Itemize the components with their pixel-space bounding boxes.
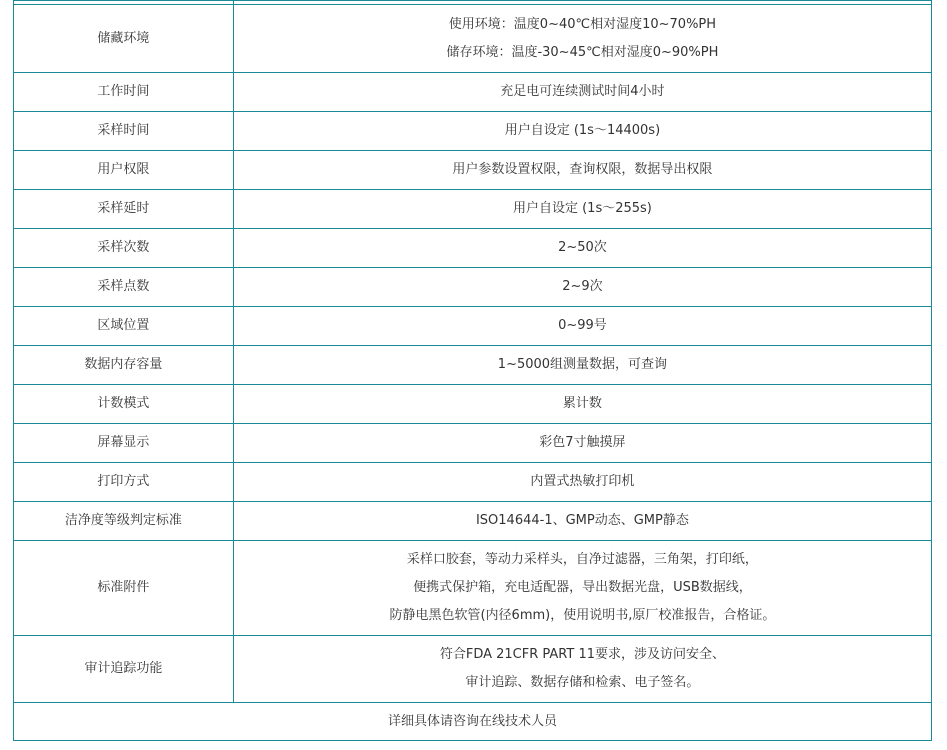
row-value xyxy=(233,385,931,424)
row-label: 用户权限 xyxy=(14,151,234,190)
footer-note: 详细具体请咨询在线技术人员 xyxy=(14,703,932,741)
row-label: 采样时间 xyxy=(14,112,234,151)
row-label: 打印方式 xyxy=(14,463,234,502)
table-row xyxy=(14,73,932,112)
table-row xyxy=(14,385,932,424)
row-label: 数据内存容量 xyxy=(14,346,234,385)
table-row xyxy=(14,112,932,151)
value-line: 内置式热敏打印机 xyxy=(530,474,635,489)
table-row xyxy=(14,502,932,541)
row-value xyxy=(233,5,931,73)
row-value xyxy=(233,151,931,190)
table-row xyxy=(14,636,932,703)
row-value xyxy=(233,190,931,229)
value-line: 1~5000组测量数据，可查询 xyxy=(497,357,668,372)
row-label: 工作时间 xyxy=(14,73,234,112)
row-label: 标准附件 xyxy=(14,541,234,636)
row-value xyxy=(233,112,931,151)
value-line: 符合FDA 21CFR PART 11要求，涉及访问安全、 xyxy=(439,647,725,662)
value-line: 用户自设定 (1s～255s) xyxy=(512,201,652,216)
row-label: 采样延时 xyxy=(14,190,234,229)
value-line: 2~50次 xyxy=(558,240,607,255)
row-label: 审计追踪功能 xyxy=(14,636,234,703)
value-line: 累计数 xyxy=(562,396,602,411)
table-row xyxy=(14,229,932,268)
row-value xyxy=(233,424,931,463)
value-line: 便携式保护箱，充电适配器，导出数据光盘，USB数据线， xyxy=(413,580,752,595)
table-row xyxy=(14,424,932,463)
value-line: 用户参数设置权限，查询权限，数据导出权限 xyxy=(452,162,713,177)
row-label: 计数模式 xyxy=(14,385,234,424)
table-row xyxy=(14,346,932,385)
row-value xyxy=(233,73,931,112)
row-label: 屏幕显示 xyxy=(14,424,234,463)
table-row xyxy=(14,541,932,636)
value-line: 0~99号 xyxy=(558,318,607,333)
value-line: ISO14644-1、GMP动态、GMP静态 xyxy=(475,513,689,528)
spec-table xyxy=(13,0,932,741)
row-label: 区域位置 xyxy=(14,307,234,346)
row-value xyxy=(233,541,931,636)
value-line: 充足电可连续测试时间4小时 xyxy=(500,84,665,99)
row-label: 洁净度等级判定标准 xyxy=(14,502,234,541)
value-line: 2~9次 xyxy=(562,279,603,294)
value-line: 用户自设定 (1s～14400s) xyxy=(504,123,661,138)
table-row xyxy=(14,151,932,190)
value-line: 储存环境：温度-30~45℃相对湿度0~90%PH xyxy=(446,44,719,60)
row-label: 储藏环境 xyxy=(14,5,234,73)
row-value xyxy=(233,463,931,502)
value-line: 使用环境：温度0~40℃相对湿度10~70%PH xyxy=(448,16,717,32)
table-row xyxy=(14,307,932,346)
row-label: 采样点数 xyxy=(14,268,234,307)
table-row xyxy=(14,463,932,502)
row-value xyxy=(233,229,931,268)
table-row xyxy=(14,5,932,73)
table-row xyxy=(14,190,932,229)
value-line: 彩色7寸触摸屏 xyxy=(539,435,626,450)
row-value xyxy=(233,307,931,346)
value-line: 防静电黑色软管(内径6mm)，使用说明书,原厂校准报告，合格证。 xyxy=(389,608,776,623)
row-value xyxy=(233,268,931,307)
value-line: 采样口胶套，等动力采样头，自净过滤器，三角架，打印纸， xyxy=(406,552,758,567)
row-value xyxy=(233,636,931,703)
row-value xyxy=(233,346,931,385)
row-label: 采样次数 xyxy=(14,229,234,268)
value-line: 审计追踪、数据存储和检索、电子签名。 xyxy=(465,675,700,690)
table-row xyxy=(14,268,932,307)
table-row-footer xyxy=(14,703,932,741)
row-value xyxy=(233,502,931,541)
